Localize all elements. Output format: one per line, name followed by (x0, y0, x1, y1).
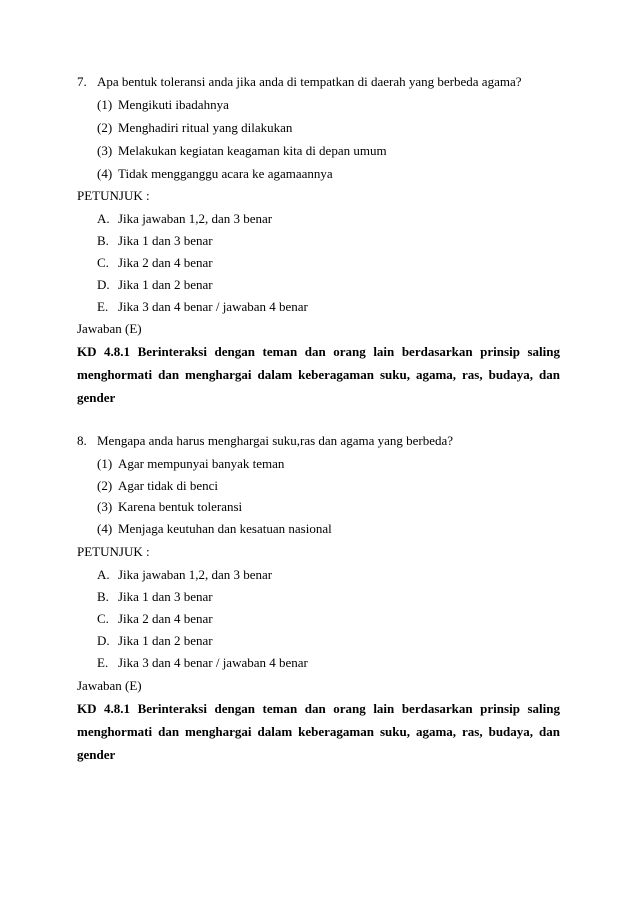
choice-text: Jika jawaban 1,2, dan 3 benar (118, 211, 273, 226)
kd-statement-line: menghormati dan menghargai dalam keberagaman suku, agama, ras, budaya, dan (77, 367, 560, 382)
option-number: (4) (97, 166, 113, 181)
option-number: (2) (97, 120, 113, 135)
instruction-label-text: PETUNJUK : (77, 544, 150, 559)
choice-text: Jika 2 dan 4 benar (118, 611, 213, 626)
option-number: (3) (97, 143, 113, 158)
option-text: Melakukan kegiatan keagaman kita di depan umum (118, 143, 387, 158)
choice-text: Jika 1 dan 2 benar (118, 277, 213, 292)
choice-letter: B. (97, 589, 109, 604)
kd-statement-line: gender (77, 390, 116, 405)
instruction-label-text: PETUNJUK : (77, 188, 150, 203)
question-text: Apa bentuk toleransi anda jika anda di tempatkan di daerah yang berbeda agama? (97, 74, 522, 89)
option-text: Agar tidak di benci (118, 478, 218, 493)
choice-letter: C. (97, 611, 109, 626)
choice-text: Jika jawaban 1,2, dan 3 benar (118, 567, 273, 582)
option-text: Agar mempunyai banyak teman (118, 456, 285, 471)
option-text: Menghadiri ritual yang dilakukan (118, 120, 293, 135)
choice-text: Jika 3 dan 4 benar / jawaban 4 benar (118, 299, 308, 314)
choice-letter: D. (97, 277, 110, 292)
choice-letter: C. (97, 255, 109, 270)
option-text: Mengikuti ibadahnya (118, 97, 229, 112)
option-number: (2) (97, 478, 113, 493)
question-number: 8. (77, 433, 87, 448)
choice-letter: B. (97, 233, 109, 248)
choice-letter: D. (97, 633, 110, 648)
choice-letter: E. (97, 299, 109, 314)
choice-text: Jika 3 dan 4 benar / jawaban 4 benar (118, 655, 308, 670)
option-number: (4) (97, 521, 113, 536)
choice-text: Jika 1 dan 3 benar (118, 233, 213, 248)
kd-statement-line: KD 4.8.1 Berinteraksi dengan teman dan orang lain berdasarkan prinsip saling (77, 344, 560, 359)
choice-text: Jika 2 dan 4 benar (118, 255, 213, 270)
choice-text: Jika 1 dan 3 benar (118, 589, 213, 604)
question-number: 7. (77, 74, 87, 89)
answer-text: Jawaban (E) (77, 321, 142, 336)
choice-letter: E. (97, 655, 109, 670)
choice-letter: A. (97, 567, 110, 582)
kd-statement-line: gender (77, 747, 116, 762)
option-text: Karena bentuk toleransi (118, 499, 243, 514)
choice-letter: A. (97, 211, 110, 226)
kd-statement-line: menghormati dan menghargai dalam keberagaman suku, agama, ras, budaya, dan (77, 724, 560, 739)
answer-text: Jawaban (E) (77, 678, 142, 693)
option-number: (1) (97, 97, 113, 112)
question-text: Mengapa anda harus menghargai suku,ras dan agama yang berbeda? (97, 433, 454, 448)
choice-text: Jika 1 dan 2 benar (118, 633, 213, 648)
option-text: Menjaga keutuhan dan kesatuan nasional (118, 521, 332, 536)
kd-statement-line: KD 4.8.1 Berinteraksi dengan teman dan orang lain berdasarkan prinsip saling (77, 701, 560, 716)
option-text: Tidak mengganggu acara ke agamaannya (118, 166, 333, 181)
option-number: (1) (97, 456, 113, 471)
option-number: (3) (97, 499, 113, 514)
